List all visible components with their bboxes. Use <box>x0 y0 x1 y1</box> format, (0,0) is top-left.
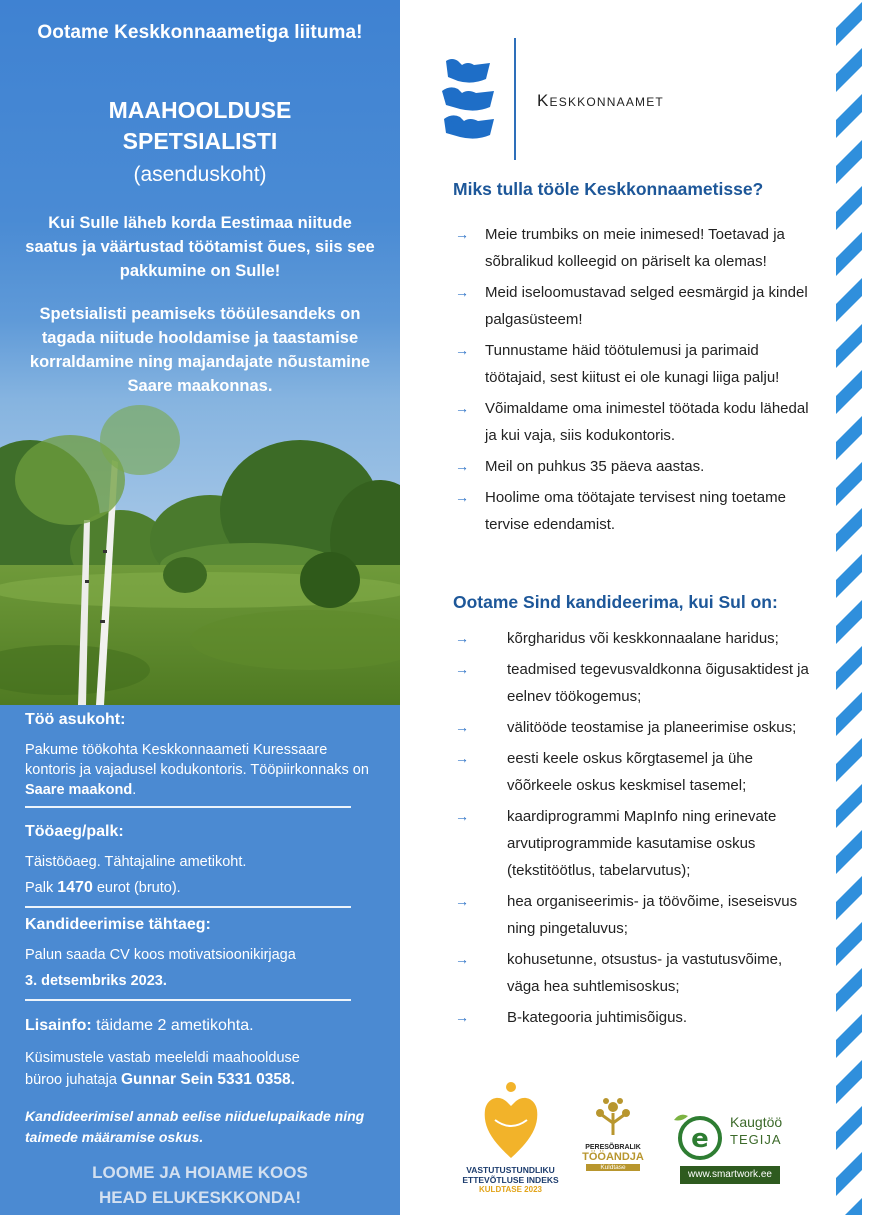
family-line1: PERESÕBRALIK <box>585 1144 641 1151</box>
info-heading-rest: täidame 2 ametikohta. <box>91 1017 254 1034</box>
smartwork-line2: TEGIJA <box>730 1132 782 1147</box>
salary-amount: 1470 <box>57 879 93 896</box>
requirement-item-text: eesti keele oskus kõrgtasemel ja ühe võõrkeele oskus keskmisel tasemel; <box>507 750 753 794</box>
worktime-heading: Tööaeg/palk: <box>25 823 124 840</box>
salary-suffix: eurot (bruto). <box>92 880 181 896</box>
requirement-item-text: kohusetunne, otsustus- ja vastutusvõime, väga hea suhtlemisoskus; <box>507 951 783 995</box>
requirement-item <box>455 745 810 799</box>
requirement-item-text: teadmised tegevusvaldkonna õigusaktidest ja eelnev töökogemus; <box>507 661 809 705</box>
intro-paragraph-1: Kui Sulle läheb korda Eestimaa niitude saatus ja väärtustad töötamist õues, siis see pakkumine on Sulle! <box>25 214 375 280</box>
divider <box>25 906 351 908</box>
family-friendly-badge <box>578 1095 648 1171</box>
job-title-line1: MAAHOOLDUSE <box>108 97 292 123</box>
why-item <box>455 453 810 480</box>
deadline-heading: Kandideerimise tähtaeg: <box>25 916 211 933</box>
info-line2 <box>25 1069 370 1091</box>
info-heading: Lisainfo: <box>25 1017 92 1034</box>
worktime-text <box>25 849 370 901</box>
requirements-heading: Ootame Sind kandideerima, kui Sul on: <box>453 592 778 612</box>
requirement-item-text: hea organiseerimis- ja töövõime, iseseisvus ning pingetaluvus; <box>507 893 798 937</box>
striped-border <box>828 0 872 1215</box>
deadline-date: 3. detsembriks 2023. <box>25 973 167 989</box>
worktime-section <box>25 822 370 842</box>
arrow-icon: → <box>455 284 469 300</box>
requirement-item <box>455 625 810 652</box>
divider <box>25 806 351 808</box>
heart-hands-icon <box>481 1080 541 1160</box>
family-line2: TÖÖANDJA <box>582 1151 644 1163</box>
info-line1: Küsimustele vastab meeleldi maahoolduse <box>25 1050 300 1066</box>
job-subtitle: (asenduskoht) <box>133 163 267 186</box>
info-contact-role: büroo juhataja <box>25 1072 121 1088</box>
arrow-icon: → <box>455 750 469 766</box>
family-level: Kuldtase <box>586 1164 640 1171</box>
why-item <box>455 484 810 538</box>
job-title-line2: SPETSIALISTI <box>122 128 278 154</box>
deadline-section <box>25 915 370 935</box>
requirement-item <box>455 803 810 884</box>
arrow-icon: → <box>455 1009 469 1025</box>
requirement-item <box>455 656 810 710</box>
requirement-item <box>455 714 810 741</box>
why-item <box>455 279 810 333</box>
why-item <box>455 395 810 449</box>
requirements-list <box>455 625 810 1035</box>
requirement-item-text: kõrgharidus või keskkonnaalane haridus; <box>507 630 779 647</box>
info-section <box>25 1016 370 1036</box>
arrow-icon: → <box>455 951 469 967</box>
arrow-icon: → <box>455 661 469 677</box>
location-section <box>25 710 370 730</box>
why-item-text: Meie trumbiks on meie inimesed! Toetavad ja sõbralikud kolleegid on päriselt ka olemas! <box>485 226 785 270</box>
location-county: Saare maakond <box>25 782 133 798</box>
requirement-item-text: B-kategooria juhtimisõigus. <box>507 1009 688 1026</box>
why-item <box>455 337 810 391</box>
smartwork-e-icon <box>666 1110 726 1165</box>
why-item-text: Tunnustame häid töötulemusi ja parimaid töötajaid, sest kiitust ei ole kunagi liiga palju! <box>485 342 780 386</box>
deadline-text <box>25 942 370 994</box>
slogan-line2: HEAD ELUKESKKONDA! <box>98 1188 302 1207</box>
requirement-item <box>455 946 810 1000</box>
arrow-icon: → <box>455 458 469 474</box>
csr-index-badge <box>448 1080 573 1194</box>
salary-prefix: Palk <box>25 880 58 896</box>
requirement-item <box>455 888 810 942</box>
org-name: Keskkonnaamet <box>537 91 664 110</box>
advantage-note: Kandideerimisel annab eelise niiduelupaikade ning taimede määramise oskus. <box>25 1108 365 1145</box>
csr-index-line2: ETTEVÕTLUSE INDEKS <box>462 1175 559 1185</box>
divider <box>25 999 351 1001</box>
why-item-text: Meil on puhkus 35 päeva aastas. <box>485 458 705 475</box>
left-panel <box>0 0 400 1215</box>
slogan-line1: LOOME JA HOIAME KOOS <box>92 1163 308 1182</box>
location-text <box>25 740 370 800</box>
why-item-text: Meid iseloomustavad selged eesmärgid ja kindel palgasüsteem! <box>485 284 808 328</box>
requirement-item-text: välitööde teostamise ja planeerimise oskus; <box>507 719 797 736</box>
arrow-icon: → <box>455 226 469 242</box>
why-item-text: Hoolime oma töötajate tervisest ning toetame tervise edendamist. <box>485 489 786 533</box>
arrow-icon: → <box>455 893 469 909</box>
smartwork-badge <box>666 1110 791 1190</box>
requirement-item <box>455 1004 810 1031</box>
arrow-icon: → <box>455 719 469 735</box>
csr-index-level: KULDTASE 2023 <box>479 1185 542 1194</box>
why-item-text: Võimaldame oma inimestel töötada kodu lähedal ja kui vaja, siis kodukontoris. <box>485 400 809 444</box>
tree-icon <box>588 1095 638 1139</box>
coat-of-arms-logo <box>432 55 504 147</box>
requirement-item-text: kaardiprogrammi MapInfo ning erinevate arvutiprogrammide kasutamise oskus (tekstitöötlus, tabelarvutus); <box>507 808 777 879</box>
location-text-a: Pakume töökohta Keskkonnaameti Kuressaare kontoris ja vajadusel kodukontoris. Tööpiirkonnaks on <box>25 742 369 778</box>
why-heading: Miks tulla tööle Keskkonnaametisse? <box>453 179 764 199</box>
svg-text:e: e <box>691 1124 709 1154</box>
info-contact-person: Gunnar Sein 5331 0358. <box>120 1071 295 1088</box>
tagline: Ootame Keskkonnaametiga liituma! <box>37 22 363 43</box>
job-title <box>0 95 400 157</box>
csr-index-line1: VASTUTUSTUNDLIKU <box>466 1165 555 1175</box>
why-list <box>455 221 810 542</box>
deadline-line1: Palun saada CV koos motivatsioonikirjaga <box>25 947 296 963</box>
meadow-photo <box>0 400 400 705</box>
intro-paragraph-2: Spetsialisti peamiseks tööülesandeks on tagada niitude hooldamise ja taastamise korraldamine ning majandajate nõustamine Saare maakonnas. <box>29 305 371 395</box>
arrow-icon: → <box>455 630 469 646</box>
arrow-icon: → <box>455 808 469 824</box>
salary-line <box>25 875 370 901</box>
worktime-line1: Täistööaeg. Tähtajaline ametikoht. <box>25 854 247 870</box>
logo-separator <box>514 38 516 160</box>
why-item <box>455 221 810 275</box>
smartwork-line1: Kaugtöö <box>730 1114 783 1130</box>
arrow-icon: → <box>455 489 469 505</box>
arrow-icon: → <box>455 400 469 416</box>
arrow-icon: → <box>455 342 469 358</box>
location-heading: Töö asukoht: <box>25 711 126 728</box>
footer-slogan <box>0 1160 400 1210</box>
smartwork-url: www.smartwork.ee <box>680 1166 780 1184</box>
location-text-c: . <box>132 782 137 798</box>
info-text <box>25 1047 370 1091</box>
